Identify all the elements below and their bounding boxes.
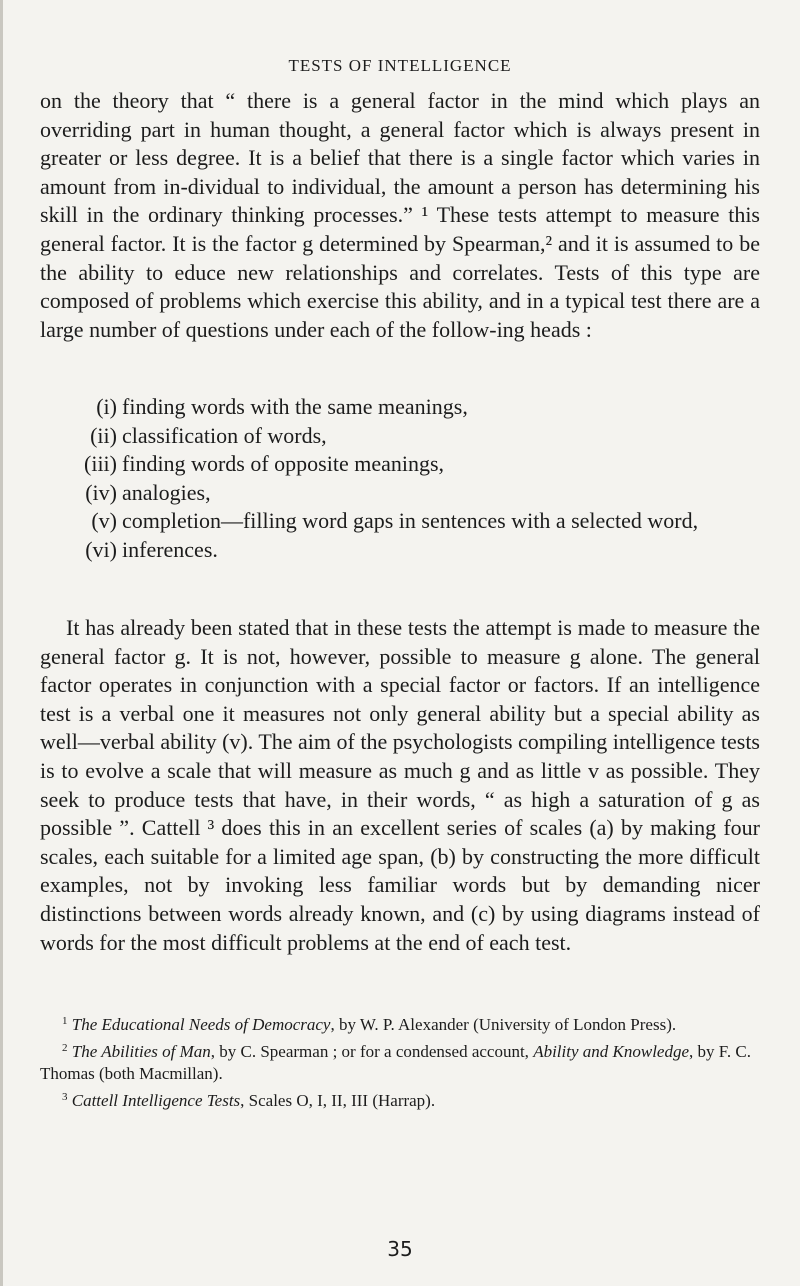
page-edge [0,0,3,1286]
list-item-number: (v) [91,508,117,534]
footnote-3 [40,1086,760,1113]
list-item-text: analogies, [122,479,211,505]
list-item-text: finding words with the same meanings, [122,394,468,419]
footnote-mark: 3 [62,1090,68,1103]
list-item-number: (i) [96,394,117,419]
paragraph-1: on the theory that “ there is a general factor in the mind which plays an overriding part in human thought, a general factor which is always present in greater or less degree. It is a belief that there is a single factor which varies in amount from in-dividual to individual, the amount a person has determining his skill in the ordinary thinking processes.” ¹ These tests attempt to measure this general factor. It is the factor g determined by Spearman,² and it is assumed to be the ability to educe new relationships and correlates. Tests of this type are composed of problems which exercise this ability, and in a typical test there are a large number of questions under each of the follow-ing heads : [40,88,760,342]
list-item-number: (vi) [85,536,117,562]
list-item-text: classification of words, [122,422,327,448]
footnote-title: Cattell Intelligence Tests [71,1090,241,1110]
list-item-number: (iv) [85,479,117,505]
list-item-text: completion—filling word gaps in sentences with a selected word, [122,508,699,534]
footnote-mark: 1 [62,1015,68,1027]
list-item-number: (iii) [84,451,117,477]
footnote-1 [40,1010,760,1037]
footnote-text: , by F. C. Thomas (both Macmillan). [40,1041,751,1083]
running-head: TESTS OF INTELLIGENCE [288,56,512,75]
list-item [40,393,760,422]
footnote-title: Ability and Knowledge [533,1041,690,1061]
footnote-text: , by W. P. Alexander (University of London Press). [330,1015,677,1034]
footnotes [40,1010,760,1112]
list-item-number: (ii) [90,422,117,448]
footnote-text: , by C. Spearman ; or for a condensed account, [210,1041,534,1061]
list-item [40,479,760,508]
list-item [40,422,760,451]
question-heads-list [40,393,760,565]
list-item [40,536,760,565]
page-number: 35 [387,1237,413,1261]
paragraph-2: It has already been stated that in these tests the attempt is made to measure the general factor g. It is not, however, possible to measure g alone. The general factor operates in conjunction with a special factor or factors. If an intelligence test is a verbal one it measures not only general ability but a special ability as well—verbal ability (v). The aim of the psychologists compiling intelligence tests is to evolve a scale that will measure as much g and as little v as possible. They seek to produce tests that have, in their words, “ as high a saturation of g as possible ”. Cattell ³ does this in an excellent series of scales (a) by making four scales, each suitable for a limited age span, (b) by constructing the more difficult examples, not by invoking less familiar words but by demanding nicer distinctions between words already known, and (c) by using diagrams instead of words for the most difficult problems at the end of each test. [40,615,760,955]
list-item-text: inferences. [122,536,218,562]
footnote-title: The Educational Needs of Democracy [71,1015,331,1034]
footnote-mark: 2 [62,1041,68,1054]
list-item [40,507,760,536]
list-item-text: finding words of opposite meanings, [122,451,445,477]
footnote-2 [40,1037,760,1086]
footnote-title: The Abilities of Man [71,1041,211,1061]
list-item [40,450,760,479]
footnote-text: , Scales O, I, II, III (Harrap). [240,1090,436,1110]
